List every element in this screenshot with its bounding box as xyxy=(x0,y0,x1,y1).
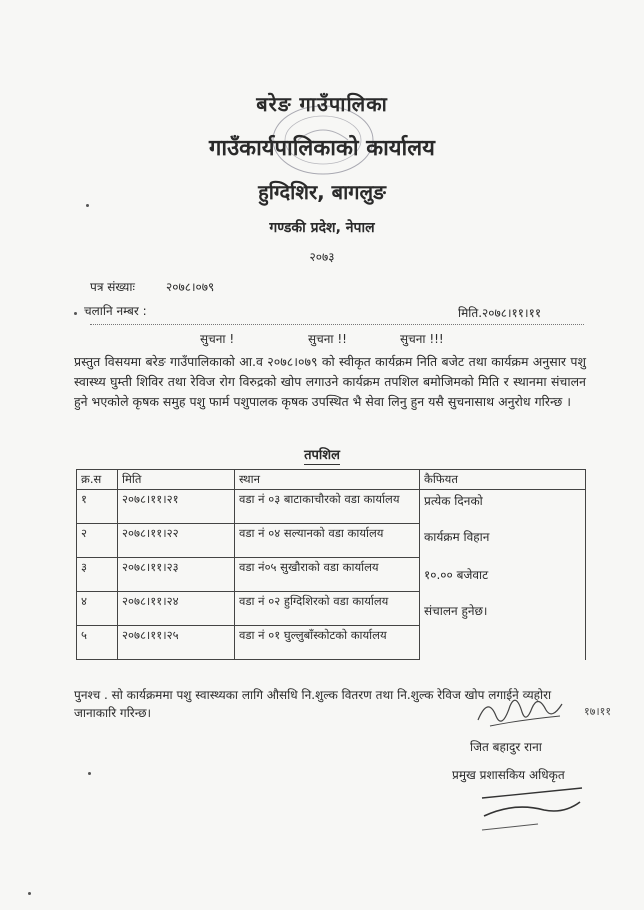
remark-line-3: १०.०० बजेवाट xyxy=(424,568,489,582)
row-place: वडा नं ०१ घुल्लुबाँस्कोटको कार्यालय xyxy=(235,626,420,660)
postscript-paragraph: पुनश्च . सो कार्यक्रममा पशु स्वास्थ्यका लागि औसधि नि.शुल्क वितरण तथा नि.शुल्क रेविज खोप लगाईने व्यहोरा जानाकारि गरिन्छ। xyxy=(74,688,552,720)
handwritten-date: १७।११ xyxy=(584,705,612,718)
office-address: हुग्दिशिर, बागलुङ xyxy=(258,180,386,204)
table-row xyxy=(77,490,586,524)
remark-line-4: संचालन हुनेछ। xyxy=(424,604,488,618)
row-place: वडा नं०५ सुखौराको वडा कार्यालय xyxy=(235,558,420,592)
province-line: गण्डकी प्रदेश, नेपाल xyxy=(269,220,375,236)
row-date: २०७८।११।२१ xyxy=(118,490,235,524)
notice-word-1: सुचना ! xyxy=(200,332,235,346)
signatory-title: प्रमुख प्रशासकिय अधिकृत xyxy=(452,768,565,782)
row-place: वडा नं ०३ बाटाकाचौरको वडा कार्यालय xyxy=(235,490,420,524)
reference-number: २०७८।०७९ xyxy=(166,280,215,294)
name-stamp xyxy=(478,780,588,836)
header-date: मिति xyxy=(118,470,235,490)
row-serial: ५ xyxy=(77,626,118,660)
schedule-table xyxy=(76,469,586,660)
remark-line-2: कार्यक्रम विहान xyxy=(424,530,490,544)
header-remarks: कैफियत xyxy=(420,470,586,490)
header-divider xyxy=(90,324,584,325)
signatory-name: जित बहादुर राना xyxy=(470,740,542,754)
office-name: गाउँकार्यपालिकाको कार्यालय xyxy=(209,136,435,161)
header-serial: क्र.स xyxy=(77,470,118,490)
row-serial: १ xyxy=(77,490,118,524)
notice-body-paragraph: प्रस्तुत विसयमा बरेङ गाउँपालिकाको आ.व २०७८।०७९ को स्वीकृत कार्यक्रम निति बजेट तथा कार्यक्रम अनुसार पशु स्वास्थ्य घुम्ती शिविर तथा रेविज रोग विरुद्रको खोप लगाउने कार्यक्रम तपशिल बमोजिमको मिति र स्थानमा संचालन हुने भएकोले कृषक समुह पशु फार्म पशुपालक कृषक उपस्थित भै सेवा लिनु हुन यसै सुचनासाथ अनुरोध गरिन्छ । xyxy=(74,354,586,409)
row-serial: ३ xyxy=(77,558,118,592)
row-date: २०७८।११।२३ xyxy=(118,558,235,592)
reference-label: पत्र संख्याः xyxy=(90,280,135,294)
row-place: वडा नं ०२ हुग्दिशिरको वडा कार्यालय xyxy=(235,592,420,626)
row-serial: २ xyxy=(77,524,118,558)
remark-line-1: प्रत्येक दिनको xyxy=(424,494,483,508)
schedule-title: तपशिल xyxy=(304,448,340,463)
row-date: २०७८।११।२२ xyxy=(118,524,235,558)
table-header-row xyxy=(77,470,586,490)
letter-date: मिति.२०७८।११।११ xyxy=(458,306,542,320)
scan-speck xyxy=(88,772,91,775)
handwritten-signature xyxy=(470,690,590,736)
dispatch-number-label: चलानि नम्बर : xyxy=(84,304,147,318)
municipality-name: बरेङ गाउँपालिका xyxy=(256,92,388,116)
row-date: २०७८।११।२५ xyxy=(118,626,235,660)
header-place: स्थान xyxy=(235,470,420,490)
scan-speck xyxy=(86,204,89,207)
row-place: वडा नं ०४ सल्यानको वडा कार्यालय xyxy=(235,524,420,558)
notice-word-3: सुचना !!! xyxy=(400,332,444,346)
row-serial: ४ xyxy=(77,592,118,626)
established-year: २०७३ xyxy=(309,250,335,264)
notice-word-2: सुचना !! xyxy=(308,332,347,346)
scan-speck xyxy=(74,312,77,315)
row-date: २०७८।११।२४ xyxy=(118,592,235,626)
scan-speck xyxy=(28,892,31,895)
